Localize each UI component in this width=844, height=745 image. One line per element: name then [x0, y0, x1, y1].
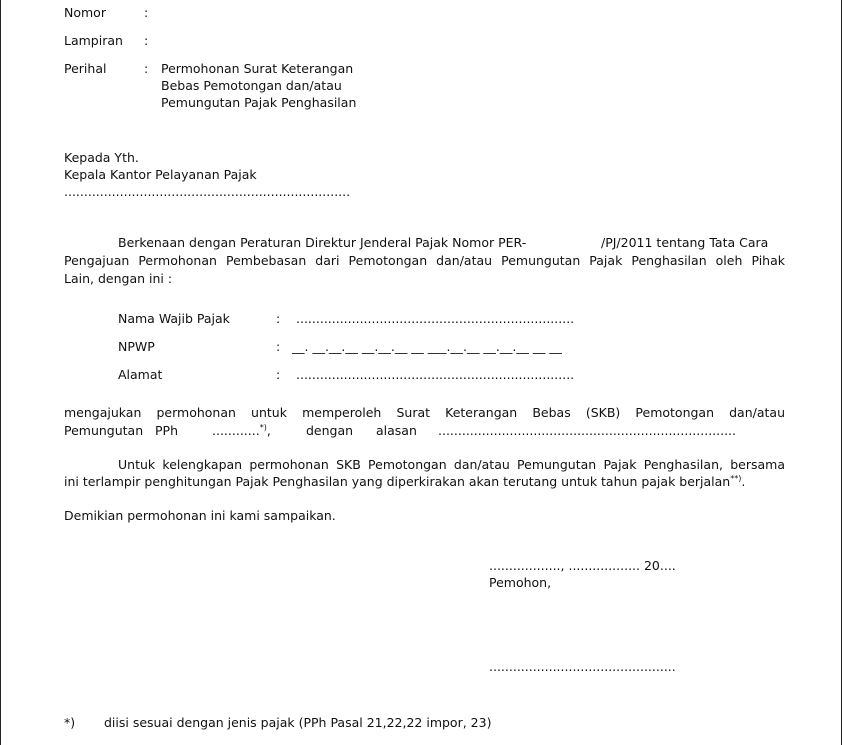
- perihal-line-1: Permohonan Surat Keterangan: [161, 61, 354, 76]
- field-label-nama: Nama Wajib Pajak: [118, 311, 230, 326]
- perihal-colon: :: [144, 61, 149, 76]
- field-label-alamat: Alamat: [118, 367, 163, 382]
- attachment-footnote-mark: **): [730, 474, 742, 483]
- perihal-line-2: Bebas Pemotongan dan/atau: [161, 78, 342, 93]
- nomor-label: Nomor: [64, 5, 106, 20]
- attachment-line-2-period: .: [741, 474, 746, 489]
- request-word-dengan: dengan: [306, 423, 354, 438]
- intro-line-1a: Berkenaan dengan Peraturan Direktur Jenderal Pajak Nomor PER-: [118, 235, 527, 250]
- addressee-line-1: Kepada Yth.: [64, 150, 139, 165]
- signature-line: ...............................................: [489, 659, 676, 674]
- addressee-dotted-line: ........................................................................: [64, 184, 351, 199]
- intro-line-1b: /PJ/2011 tentang Tata Cara: [601, 235, 769, 250]
- field-value-nama: ......................................................................: [296, 311, 575, 326]
- field-value-npwp: __. __.__.__ __.__.__ __ ___.__.__ __.__.__ __ __: [292, 339, 562, 354]
- lampiran-colon: :: [144, 33, 149, 48]
- field-label-npwp: NPWP: [118, 339, 155, 354]
- closing-sentence: Demikian permohonan ini kami sampaikan.: [64, 508, 336, 523]
- attachment-line-2: [64, 474, 745, 490]
- request-alasan-blank: ...........................................................................: [438, 423, 737, 438]
- field-value-alamat: ......................................................................: [296, 367, 575, 382]
- perihal-label: Perihal: [64, 61, 107, 76]
- request-line-1: [64, 405, 785, 421]
- field-colon-alamat: :: [276, 367, 281, 382]
- request-word-pph: PPh: [155, 423, 178, 438]
- signature-place-date: .................., .................. 20....: [489, 558, 676, 573]
- request-pph-dots: ............: [212, 423, 260, 438]
- request-line-1-text: mengajukan permohonan untuk memperoleh Surat Keterangan Bebas (SKB) Pemotongan dan/atau: [64, 405, 785, 420]
- footnote-mark: *): [64, 715, 76, 730]
- addressee-line-2: Kepala Kantor Pelayanan Pajak: [64, 167, 257, 182]
- nomor-colon: :: [144, 5, 149, 20]
- perihal-line-3: Pemungutan Pajak Penghasilan: [161, 95, 357, 110]
- lampiran-label: Lampiran: [64, 33, 123, 48]
- request-word-pemungutan: Pemungutan: [64, 423, 144, 438]
- intro-line-2-text: Pengajuan Permohonan Pembebasan dari Pemotongan dan/atau Pemungutan Pajak Penghasilan oleh Pihak: [64, 253, 785, 268]
- attachment-line-1-text: Untuk kelengkapan permohonan SKB Pemotongan dan/atau Pemungutan Pajak Penghasilan, bersama: [118, 457, 785, 472]
- intro-line-2: [64, 253, 785, 269]
- request-footnote-mark: *): [259, 423, 267, 432]
- signature-role: Pemohon,: [489, 575, 552, 590]
- request-word-alasan: alasan: [376, 423, 417, 438]
- footnote-text: diisi sesuai dengan jenis pajak (PPh Pasal 21,22,22 impor, 23): [104, 715, 492, 730]
- request-comma: ,: [266, 423, 271, 438]
- field-colon-npwp: :: [276, 339, 281, 354]
- intro-line-3: Lain, dengan ini :: [64, 271, 173, 286]
- request-pph-blank: [212, 423, 271, 439]
- field-colon-nama: :: [276, 311, 281, 326]
- attachment-line-2-text: ini terlampir penghitungan Pajak Penghasilan yang diperkirakan akan terutang untuk tahun pajak berjalan: [64, 474, 731, 489]
- attachment-line-1: [118, 457, 785, 473]
